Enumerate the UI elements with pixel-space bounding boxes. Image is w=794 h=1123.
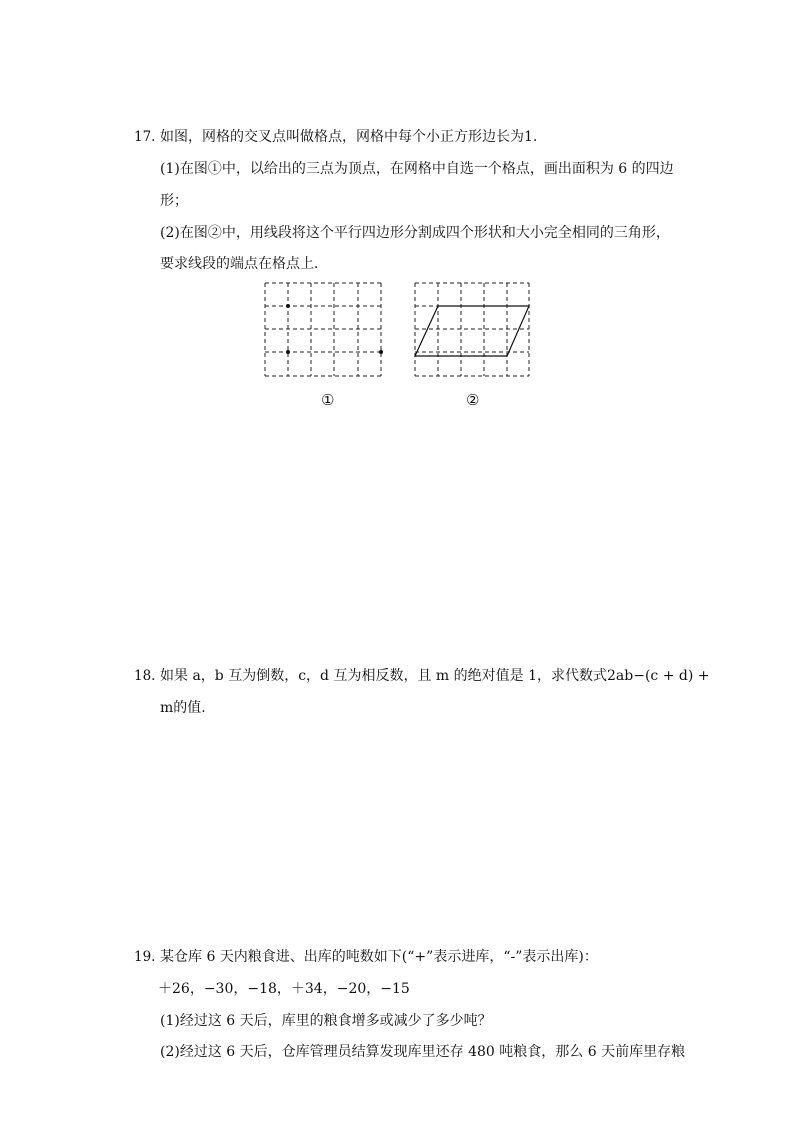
figure-1-grid	[262, 280, 386, 384]
part-2-text: (2)在图②中，用线段将这个平行四边形分割成四个形状和大小完全相同的三角形，	[160, 225, 670, 241]
question-stem: 如果 a，b 互为倒数，c，d 互为相反数，且 m 的绝对值是 1，求代数式2ab−(c + d) +	[160, 668, 710, 684]
question-stem: 某仓库 6 天内粮食进、出库的吨数如下(“+”表示进库，“-”表示出库)：	[160, 949, 598, 965]
data-line: ＋26，−30，−18，＋34，−20，−15	[158, 981, 410, 997]
figure-2-grid	[412, 280, 536, 384]
part-1-text-cont: 形；	[160, 193, 188, 209]
figure-1-label: ①	[321, 391, 335, 409]
question-stem: 如图，网格的交叉点叫做格点，网格中每个小正方形边长为1.	[160, 129, 538, 145]
question-number: 18.	[134, 668, 156, 684]
part-2-text-cont: 要求线段的端点在格点上．	[160, 256, 328, 272]
question-stem-cont: m的值.	[160, 700, 206, 716]
question-number: 17.	[134, 129, 156, 145]
part-1-text: (1)经过这 6 天后，库里的粮食增多或减少了多少吨？	[160, 1013, 492, 1029]
given-point	[286, 350, 290, 354]
figure-2-label: ②	[466, 391, 480, 409]
part-2-text: (2)经过这 6 天后，仓库管理员结算发现库里还存 480 吨粮食，那么 6 天前库里存粮	[160, 1044, 686, 1060]
given-point	[286, 304, 290, 308]
given-point	[379, 350, 383, 354]
question-number: 19.	[134, 949, 156, 965]
parallelogram	[415, 306, 529, 356]
part-1-text: (1)在图①中，以给出的三点为顶点，在网格中自选一个格点，画出面积为 6 的四边	[160, 161, 674, 177]
